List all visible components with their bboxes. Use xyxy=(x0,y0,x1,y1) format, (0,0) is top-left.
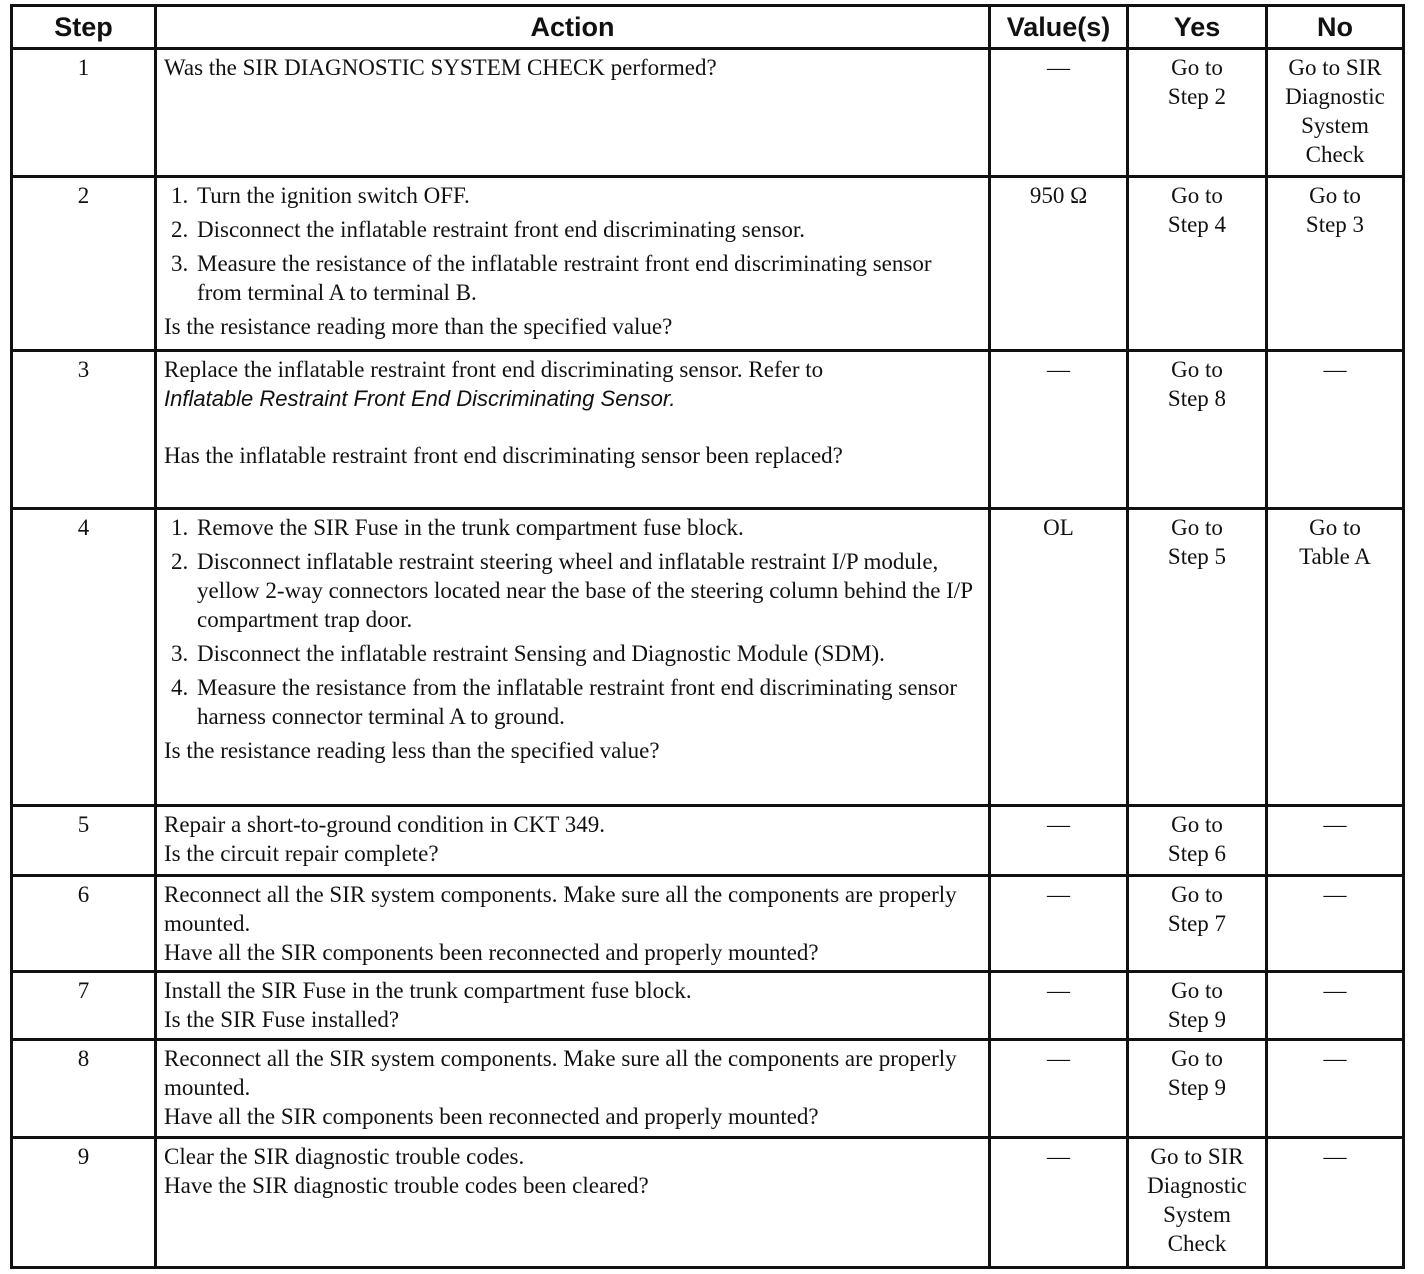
value-cell: — xyxy=(990,351,1128,509)
table-row xyxy=(12,49,1404,177)
no-cell xyxy=(1267,1138,1404,1268)
procedure-item: 2. Disconnect the inflatable restraint front end discriminating sensor. xyxy=(194,215,981,244)
yes-cell xyxy=(1128,1138,1267,1268)
action-text: Reconnect all the SIR system components. Make sure all the components are properly mounted. xyxy=(164,1046,957,1100)
no-text: Check xyxy=(1305,142,1365,167)
table-row xyxy=(12,1040,1404,1138)
table-row xyxy=(12,972,1404,1040)
no-cell xyxy=(1267,876,1404,972)
action-question: Is the resistance reading more than the specified value? xyxy=(164,314,673,339)
action-text: Replace the inflatable restraint front end discriminating sensor. Refer to xyxy=(164,357,824,382)
table-row xyxy=(12,1138,1404,1268)
yes-text: Go to xyxy=(1171,1046,1223,1071)
procedure-item: 1. Remove the SIR Fuse in the trunk compartment fuse block. xyxy=(194,513,981,542)
yes-text: Go to xyxy=(1171,978,1223,1003)
yes-text: Step 9 xyxy=(1167,1075,1227,1100)
no-text: — xyxy=(1323,1144,1347,1169)
action-text: Install the SIR Fuse in the trunk compartment fuse block. xyxy=(164,978,692,1003)
value-cell: — xyxy=(990,972,1128,1040)
procedure-list xyxy=(164,513,981,731)
yes-text: Diagnostic xyxy=(1147,1173,1247,1198)
procedure-item: 4. Measure the resistance from the inflatable restraint front end discriminating sensor harness connector terminal A to ground. xyxy=(194,673,981,731)
value-cell: — xyxy=(990,1040,1128,1138)
step-number: 8 xyxy=(12,1040,156,1138)
no-text: Diagnostic xyxy=(1285,84,1385,109)
action-cell xyxy=(156,806,990,876)
spacer xyxy=(164,413,981,441)
header-no: No xyxy=(1267,6,1404,49)
yes-text: Go to xyxy=(1171,882,1223,907)
yes-text: Step 4 xyxy=(1167,212,1227,237)
yes-cell xyxy=(1128,876,1267,972)
no-text: — xyxy=(1323,882,1347,907)
no-cell xyxy=(1267,351,1404,509)
action-question: Has the inflatable restraint front end discriminating sensor been replaced? xyxy=(164,443,843,468)
action-question: Have the SIR diagnostic trouble codes been cleared? xyxy=(164,1173,649,1198)
action-text: Repair a short-to-ground condition in CKT 349. xyxy=(164,812,605,837)
table-row xyxy=(12,177,1404,351)
step-number: 1 xyxy=(12,49,156,177)
step-number: 4 xyxy=(12,509,156,806)
yes-text: Step 7 xyxy=(1167,911,1227,936)
yes-cell xyxy=(1128,49,1267,177)
action-cell xyxy=(156,1040,990,1138)
value-cell: OL xyxy=(990,509,1128,806)
header-action: Action xyxy=(156,6,990,49)
step-number: 3 xyxy=(12,351,156,509)
yes-text: Step 5 xyxy=(1167,544,1227,569)
action-text: Reconnect all the SIR system components. Make sure all the components are properly mounted. xyxy=(164,882,957,936)
yes-cell xyxy=(1128,177,1267,351)
value-cell: 950 Ω xyxy=(990,177,1128,351)
value-cell: — xyxy=(990,876,1128,972)
header-row xyxy=(12,6,1404,49)
table-row xyxy=(12,351,1404,509)
action-cell xyxy=(156,972,990,1040)
yes-text: Go to xyxy=(1171,183,1223,208)
value-cell: — xyxy=(990,49,1128,177)
procedure-item: 1. Turn the ignition switch OFF. xyxy=(194,181,981,210)
action-cell xyxy=(156,351,990,509)
step-number: 6 xyxy=(12,876,156,972)
yes-cell xyxy=(1128,351,1267,509)
no-text: Step 3 xyxy=(1305,212,1365,237)
reference-link[interactable]: Inflatable Restraint Front End Discriminating Sensor. xyxy=(164,386,676,411)
action-cell xyxy=(156,49,990,177)
action-cell xyxy=(156,177,990,351)
yes-cell xyxy=(1128,509,1267,806)
action-question: Is the resistance reading less than the specified value? xyxy=(164,738,660,763)
yes-text: Go to SIR xyxy=(1150,1144,1244,1169)
no-cell xyxy=(1267,806,1404,876)
no-text: Go to xyxy=(1309,515,1361,540)
yes-text: Check xyxy=(1167,1231,1227,1256)
action-text: Clear the SIR diagnostic trouble codes. xyxy=(164,1144,525,1169)
header-step: Step xyxy=(12,6,156,49)
action-question: Have all the SIR components been reconnected and properly mounted? xyxy=(164,940,819,965)
diagnostic-table xyxy=(10,4,1405,1269)
action-question: Is the circuit repair complete? xyxy=(164,841,439,866)
header-yes: Yes xyxy=(1128,6,1267,49)
no-text: — xyxy=(1323,357,1347,382)
value-cell: — xyxy=(990,1138,1128,1268)
table-row xyxy=(12,876,1404,972)
step-number: 2 xyxy=(12,177,156,351)
no-text: — xyxy=(1323,1046,1347,1071)
table-row xyxy=(12,806,1404,876)
procedure-item: 3. Disconnect the inflatable restraint Sensing and Diagnostic Module (SDM). xyxy=(194,639,981,668)
step-number: 7 xyxy=(12,972,156,1040)
no-cell xyxy=(1267,972,1404,1040)
no-text: Go to xyxy=(1309,183,1361,208)
yes-text: Go to xyxy=(1171,55,1223,80)
procedure-list xyxy=(164,181,981,307)
step-number: 5 xyxy=(12,806,156,876)
no-text: Go to SIR xyxy=(1288,55,1382,80)
no-cell xyxy=(1267,1040,1404,1138)
yes-text: Step 9 xyxy=(1167,1007,1227,1032)
action-cell xyxy=(156,1138,990,1268)
procedure-item: 3. Measure the resistance of the inflatable restraint front end discriminating sensor from terminal A to terminal B. xyxy=(194,249,981,307)
action-question: Was the SIR DIAGNOSTIC SYSTEM CHECK performed? xyxy=(164,55,717,80)
no-text: — xyxy=(1323,978,1347,1003)
yes-text: Step 8 xyxy=(1167,386,1227,411)
yes-text: System xyxy=(1163,1202,1231,1227)
action-cell xyxy=(156,509,990,806)
no-cell xyxy=(1267,509,1404,806)
value-cell: — xyxy=(990,806,1128,876)
no-text: System xyxy=(1301,113,1369,138)
yes-cell xyxy=(1128,972,1267,1040)
procedure-item: 2. Disconnect inflatable restraint steering wheel and inflatable restraint I/P module, yellow 2-way connectors located near the base of the steering column behind the I/P compartment trap door. xyxy=(194,547,981,634)
yes-text: Step 2 xyxy=(1167,84,1227,109)
yes-cell xyxy=(1128,1040,1267,1138)
yes-cell xyxy=(1128,806,1267,876)
yes-text: Go to xyxy=(1171,812,1223,837)
no-cell xyxy=(1267,49,1404,177)
action-question: Have all the SIR components been reconnected and properly mounted? xyxy=(164,1104,819,1129)
yes-text: Go to xyxy=(1171,357,1223,382)
no-cell xyxy=(1267,177,1404,351)
action-cell xyxy=(156,876,990,972)
yes-text: Go to xyxy=(1171,515,1223,540)
yes-text: Step 6 xyxy=(1167,841,1227,866)
table-row xyxy=(12,509,1404,806)
action-question: Is the SIR Fuse installed? xyxy=(164,1007,400,1032)
header-values: Value(s) xyxy=(990,6,1128,49)
step-number: 9 xyxy=(12,1138,156,1268)
no-text: Table A xyxy=(1299,544,1371,569)
no-text: — xyxy=(1323,812,1347,837)
